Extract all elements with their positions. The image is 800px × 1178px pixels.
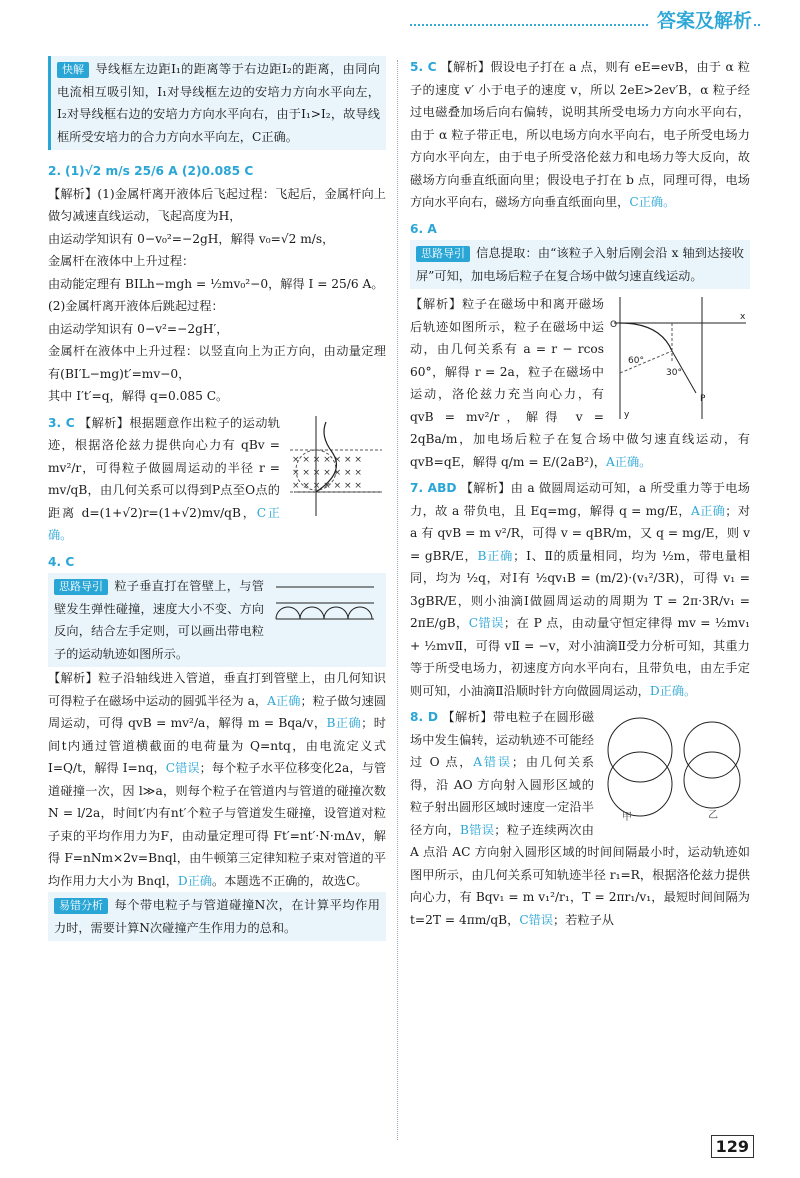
q5-correct: C正确。	[629, 195, 676, 209]
q6-guide-tag: 思路导引	[416, 246, 470, 262]
q2-answer	[48, 160, 386, 183]
q4-correct-a: A正确	[267, 693, 301, 708]
column-divider	[397, 60, 398, 1140]
q7-correct-b: B正确	[477, 548, 514, 563]
q8-circle-figure	[600, 706, 750, 824]
page-number-text: 129	[711, 1135, 754, 1158]
q4-text: 。本题选不正确的，故选C。	[212, 873, 368, 888]
svg-text:60°: 60°	[628, 356, 644, 366]
page-number	[711, 1137, 754, 1156]
q4-number-line	[48, 551, 386, 574]
q2-number: 2.	[48, 164, 62, 178]
q4-text: ；每个粒子水平位移变化2a，与管道碰撞一次，因 l≫a，则每个粒子在管道内与管道的碰撞次数 N = l/2a，时间t′内有nt′个粒子与管道发生碰撞，设管道对粒子束的平均作用力为F，由动量定理可得 Ft′=nt′·N·mΔv，解得 F=nNm×2v=Bnql，由牛顿第三定律知粒子束对管道的平均作用力大小为 Bnql，	[48, 761, 387, 888]
svg-text:x: x	[740, 312, 746, 322]
q4-text: ；粒子做匀速圆周运动，可得 qvB = mv²/a，解得 m = Bqa/v，	[48, 693, 387, 730]
q4-error-tag: 易错分析	[54, 898, 108, 914]
svg-text:30°: 30°	[666, 368, 682, 378]
q6-number: 6. A	[410, 221, 437, 236]
svg-text:P: P	[700, 394, 706, 404]
q2-line: 由运动学知识有 0−v²=−2gH′，	[48, 321, 229, 336]
q6-trajectory-figure	[610, 293, 750, 423]
q6-correct: A正确。	[605, 454, 652, 469]
q3-trajectory-figure	[286, 412, 386, 520]
q4-guide-box	[48, 573, 386, 667]
q5-block	[410, 56, 750, 214]
svg-text:甲: 甲	[622, 812, 632, 823]
q8-text: 【解析】带电粒子在圆形磁场中发生偏转，运动轨迹不可能经过 O 点，	[410, 710, 595, 769]
q7-text: ；对 a 有 qvB = m v²/R，可得 v = qBR/m，又 q = mg/E，则 v = gBR/E，	[410, 503, 751, 563]
q4-number: 4. C	[48, 554, 75, 569]
q7-correct-a: A正确	[690, 503, 726, 518]
quick-text: 导线框左边距I₁的距离等于右边距I₂的距离，由同向电流相互吸引知，I₁对导线框左边的安培力方向水平向左，I₂对导线框右边的安培力方向水平向右，由于I₁>I₂，故导线框所受安培力的合力方向水平向左，C正确。	[57, 62, 380, 144]
q7-number: 7. ABD	[410, 481, 457, 495]
svg-text:乙: 乙	[708, 810, 718, 821]
q2-line: 金属杆在液体中上升过程：以竖直向上为正方向，由动量定理有(BI′L−mg)t′=mv−0，	[48, 344, 386, 381]
svg-text:× × × × × × ×: × × × × × × ×	[292, 454, 362, 465]
q8-text: ；由几何关系得，沿 AO 方向射入圆形区域的粒子射出圆形区域时速度一定沿半径方向，	[410, 755, 594, 837]
q4-error-note	[48, 892, 386, 941]
q4-analysis	[48, 667, 386, 892]
q8-text: ；粒子连续两次由 A 点沿 AC 方向射入圆形区域的时间间隔最小时，运动轨迹如图甲所示，由几何关系可知轨迹半径 r₁=R，根据洛伦兹力提供向心力，有 Bqv₁ = m v₁²/r₁，T = 2πr₁/v₁，最短时间间隔为 t=2T = 4πm/qB，	[410, 822, 750, 927]
q7-text: ；Ⅰ、Ⅱ的质量相同，均为 ½m，带电量相同，均为 ½q，对Ⅰ有 ½qv₁B = (m/2)·(v₁²/3R)，可得 v₁ = 3gBR/E，则小油滴Ⅰ做圆周运动的周期为 T = 2π·3R/v₁ = 2πE/gB，	[410, 548, 750, 630]
q7-wrong-c: C错误	[468, 616, 504, 630]
q4-guide-tag: 思路导引	[54, 579, 108, 595]
q3-text: 【解析】根据题意作出粒子的运动轨迹，根据洛伦兹力提供向心力有 qBv = mv²/r，可得粒子做圆周运动的半径 r = mv/qB，由几何关系可以得到P点至O点的距离 d=(1+√2)r=(1+√2)mv/qB，	[48, 415, 280, 520]
q4-note-text: 每个带电粒子与管道碰撞N次，在计算平均作用力时，需要计算N次碰撞产生作用力的总和。	[54, 898, 380, 935]
q2-line: 其中 I′t′=q，解得 q=0.085 C。	[48, 389, 229, 403]
q8-number: 8. D	[410, 710, 438, 724]
quick-solution-box	[48, 56, 386, 150]
q4-pipe-figure	[270, 575, 380, 635]
page-header	[0, 0, 800, 38]
q7-text: ；在 P 点，由动量守恒定律得 mv = ½mv₁ + ½mvⅡ，可得 vⅡ = −v，对小油滴Ⅱ受力分析可知，其重力等于所受电场力，初速度方向水平向右，且带负电，由左手定则可知，小油滴Ⅱ沿顺时针方向做圆周运动，	[410, 616, 751, 698]
q5-text: 【解析】假设电子打在 a 点，则有 eE=evB，由于 α 粒子的速度 v′ 小于电子的速度 v，所以 2eE>2ev′B，α 粒子经过电磁叠加场后向右偏转，说明其所受电场力方向水平向右，由于 α 粒子带正电，所以电场方向水平向右，电子所受电场力方向水平向左，由于电子所受洛伦兹力和电场力等大反向，故磁场方向垂直纸面向里；假设电子打在 b 点，同理可得，电场方向水平向右，磁场方向垂直纸面向里，	[410, 60, 750, 209]
q5-number: 5. C	[410, 60, 437, 74]
svg-text:O: O	[610, 320, 618, 330]
q2-line: 由运动学知识有 0−v₀²=−2gH，解得 v₀=√2 m/s，	[48, 231, 335, 246]
q7-correct-d: D正确。	[649, 683, 697, 698]
q4-correct-b: B正确	[326, 716, 362, 730]
quick-tag: 快解	[57, 62, 89, 78]
q7-text: 【解析】由 a 做圆周运动可知，a 所受重力等于电场力，故 a 带负电，且 Eq=mg，解得 q = mg/E，	[410, 481, 750, 518]
q2-line: (2)金属杆离开液体后跳起过程：	[48, 299, 224, 313]
q3-correct: C正确。	[48, 505, 280, 542]
q4-guide-text: 粒子垂直打在管壁上，与管壁发生弹性碰撞，速度大小不变、方向反向，结合左手定则，可以画出带电粒子的运动轨迹如图所示。	[54, 579, 264, 661]
right-column	[410, 56, 750, 931]
header-title: 答案及解析	[649, 6, 752, 33]
q8-wrong-b: B错误	[460, 822, 495, 837]
q8-text: ；若粒子从	[553, 912, 614, 927]
svg-text:× × × × × × ×: × × × × × × ×	[292, 467, 362, 478]
q6-guide-box	[410, 240, 750, 289]
q6-guide-text: 信息提取：由“该粒子入射后刚会沿 x 轴到达接收屏”可知，加电场后粒子在复合场中做匀速直线运动。	[416, 246, 744, 283]
q4-text: ；时间t内通过管道横截面的电荷量为 Q=ntq，由电流定义式 I=Q/t，解得 I=nq，	[48, 716, 386, 775]
q8-block	[410, 706, 750, 931]
q8-wrong-a: A错误	[473, 755, 512, 769]
q2-line: 【解析】(1)金属杆离开液体后飞起过程：飞起后，金属杆向上做匀减速直线运动，飞起高度为H，	[48, 186, 386, 223]
q8-wrong-c: C错误	[519, 912, 554, 927]
left-column	[48, 56, 386, 941]
q2-answer-text: (1)√2 m/s 25/6 A (2)0.085 C	[65, 164, 254, 178]
q7-block	[410, 477, 750, 702]
svg-text:× × × × × × ×: × × × × × × ×	[292, 480, 362, 491]
q4-wrong-c: C错误	[165, 761, 200, 775]
q4-correct-d: D正确	[177, 873, 213, 888]
q2-line: 金属杆在液体中上升过程：	[48, 254, 195, 268]
q6-number-line	[410, 218, 750, 241]
svg-text:y: y	[624, 410, 630, 420]
q6-text: 【解析】粒子在磁场中和离开磁场后轨迹如图所示，粒子在磁场中运动，由几何关系有 a = r − rcos 60°，解得 r = 2a，粒子在磁场中运动，洛伦兹力充当向心力，有 qvB = mv²/r，解得 v = 2qBa/m，加电场后粒子在复合场中做匀速直线运动，有 qvB=qE，解得 q/m = E/(2aB²)，	[410, 297, 750, 469]
q2-line: 由动能定理有 BILh−mgh = ½mv₀²−0，解得 I = 25/6 A。	[48, 276, 384, 291]
q4-text: 【解析】粒子沿轴线进入管道，垂直打到管壁上，由几何知识可得粒子在磁场中运动的圆弧半径为 a，	[48, 671, 386, 708]
q3-number: 3. C	[48, 415, 75, 430]
q3-block	[48, 412, 386, 547]
q6-block	[410, 293, 750, 473]
